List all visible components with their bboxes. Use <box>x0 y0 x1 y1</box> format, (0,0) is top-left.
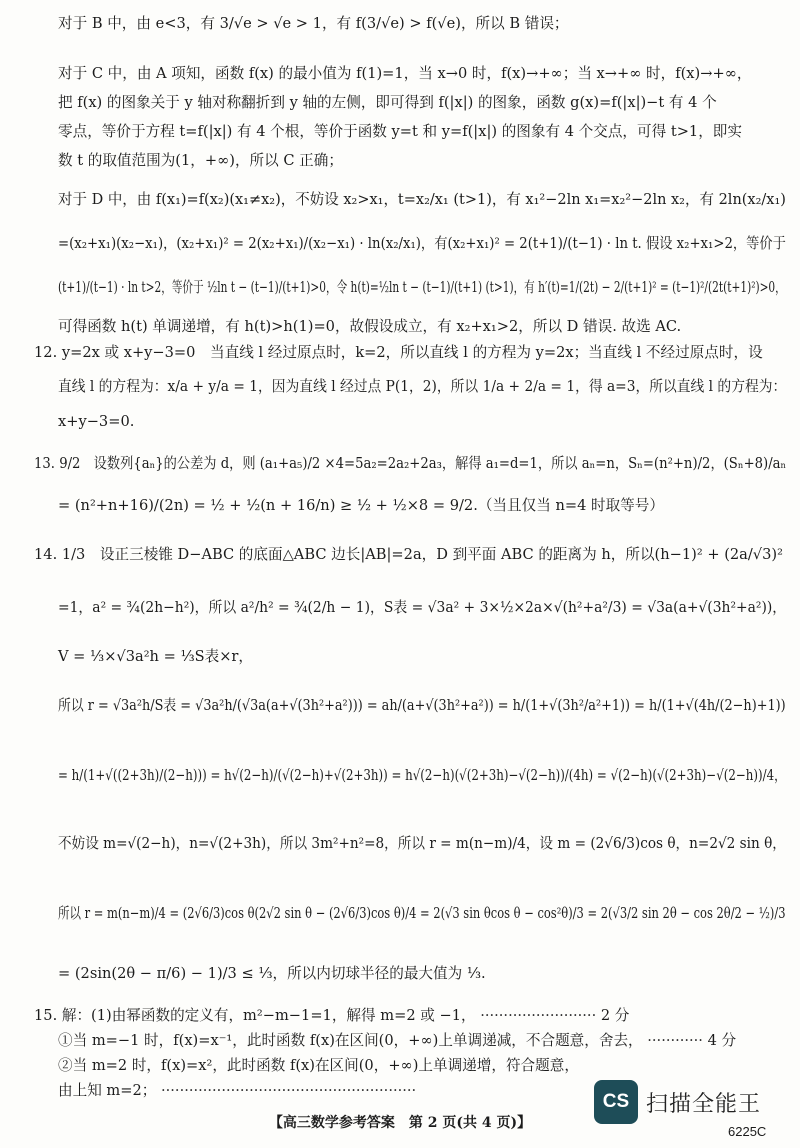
text-line <box>58 93 717 113</box>
line-text: 12. y=2x 或 x+y−3=0 当直线 l 经过原点时，k=2，所以直线 l 的方程为 y=2x；当直线 l 不经过原点时，设 <box>34 344 763 361</box>
text-line <box>58 647 253 667</box>
text-line <box>34 343 763 363</box>
line-text: = h/(1+√((2+3h)/(2−h))) = h√(2−h)/(√(2−h)+√(2+3h)) = h√(2−h)(√(2+3h)−√(2−h))/(4h) = √(2−h)(√(2+3h)−√(2−h))/4， <box>58 767 786 784</box>
text-line <box>58 317 681 337</box>
camscanner-watermark <box>594 1078 784 1126</box>
paper-code: 6225C <box>728 1124 767 1139</box>
line-text: V = ⅓×√3a²h = ⅓S表×r， <box>58 648 253 665</box>
line-text: 15. 解：(1)由幂函数的定义有，m²−m−1=1，解得 m=2 或 −1， <box>34 1007 476 1024</box>
line-text: = (n²+n+16)/(2n) = ½ + ½(n + 16/n) ≥ ½ + ½×8 = 9/2.（当且仅当 n=4 时取等号） <box>58 497 664 514</box>
text-line <box>58 904 786 924</box>
line-text: 直线 l 的方程为：x/a + y/a = 1，因为直线 l 经过点 P(1，2)，所以 1/a + 2/a = 1，得 a=3，所以直线 l 的方程为： <box>58 378 787 395</box>
text-line <box>58 190 786 210</box>
text-line <box>58 834 786 854</box>
line-text: 不妨设 m=√(2−h)，n=√(2+3h)，所以 3m²+n²=8，所以 r = m(n−m)/4，设 m = (2√6/3)cos θ，n=2√2 sin θ， <box>58 835 786 852</box>
text-line <box>58 696 786 716</box>
score-points: 2 分 <box>600 1007 630 1024</box>
text-line <box>58 377 786 397</box>
text-line <box>58 278 786 298</box>
line-text: 零点，等价于方程 t=f(|x|) 有 4 个根，等价于函数 y=t 和 y=f(|x|) 的图象有 4 个交点，可得 t>1，即实 <box>58 123 742 140</box>
line-text: 14. 1/3 设正三棱锥 D−ABC 的底面△ABC 边长|AB|=2a，D 到平面 ABC 的距离为 h，所以(h−1)² + (2a/√3)² <box>34 546 783 563</box>
line-text: 对于 B 中，由 e<3，有 3/√e > √e > 1，有 f(3/√e) > f(√e)，所以 B 错误； <box>58 15 569 32</box>
text-line <box>58 598 786 618</box>
line-text: 对于 C 中，由 A 项知，函数 f(x) 的最小值为 f(1)=1，当 x→0 时，f(x)→+∞；当 x→+∞ 时，f(x)→+∞， <box>58 65 752 82</box>
line-text: 由上知 m=2； <box>58 1082 157 1099</box>
score-leader-dots: ························· <box>480 1007 597 1024</box>
line-text: 所以 r = √3a²h/S表 = √3a²h/(√3a(a+√(3h²+a²))) = ah/(a+√(3h²+a²)) = h/(1+√(3h²/a²+1)) = h/(1+√(4h/(2−h)+1)) <box>58 697 786 714</box>
text-line <box>58 1031 736 1051</box>
text-line <box>58 151 343 171</box>
text-line <box>58 122 742 142</box>
text-line <box>58 766 786 786</box>
text-line <box>58 14 569 34</box>
text-line <box>58 1081 416 1101</box>
line-text: =(x₂+x₁)(x₂−x₁)，(x₂+x₁)² = 2(x₂+x₁)/(x₂−x₁) · ln(x₂/x₁)，有(x₂+x₁)² = 2(t+1)/(t−1) · ln t. 假设 x₂+x₁>2，等价于 <box>58 235 786 252</box>
score-leader-dots: ············ <box>647 1032 703 1049</box>
line-text: = (2sin(2θ − π/6) − 1)/3 ≤ ⅓，所以内切球半径的最大值为 ⅓. <box>58 965 486 982</box>
page-footer: 【高三数学参考答案 第 2 页(共 4 页)】 <box>268 1115 532 1131</box>
line-text: ①当 m=−1 时，f(x)=x⁻¹，此时函数 f(x)在区间(0，+∞)上单调递减，不合题意，舍去， <box>58 1032 643 1049</box>
cs-logo-icon: CS <box>594 1080 638 1124</box>
text-line <box>34 1006 629 1026</box>
score-points: 4 分 <box>707 1032 737 1049</box>
text-line <box>58 234 786 254</box>
line-text: 所以 r = m(n−m)/4 = (2√6/3)cos θ(2√2 sin θ − (2√6/3)cos θ)/4 = 2(√3 sin θcos θ − cos²θ)/3 = 2(√3/2 sin 2θ − cos 2θ/2 − ½)/3 <box>58 905 786 922</box>
text-line <box>58 412 134 432</box>
line-text: 数 t 的取值范围为(1，+∞)，所以 C 正确； <box>58 152 343 169</box>
text-line <box>58 64 751 84</box>
line-text: x+y−3=0. <box>58 413 135 430</box>
watermark-text: 扫描全能王 <box>646 1091 762 1117</box>
text-line <box>58 496 664 516</box>
line-text: 13. 9/2 设数列{aₙ}的公差为 d，则 (a₁+a₅)/2 ×4=5a₂=2a₂+2a₃，解得 a₁=d=1，所以 aₙ=n，Sₙ=(n²+n)/2，(Sₙ+8)/aₙ <box>34 455 787 472</box>
text-line <box>58 964 486 984</box>
line-text: =1，a² = ¾(2h−h²)，所以 a²/h² = ¾(2/h − 1)，S表 = √3a² + 3×½×2a×√(h²+a²/3) = √3a(a+√(3h²+a²))， <box>58 599 787 616</box>
score-leader-dots: ······················································· <box>161 1082 417 1099</box>
text-line <box>34 454 786 474</box>
line-text: 对于 D 中，由 f(x₁)=f(x₂)(x₁≠x₂)，不妨设 x₂>x₁，t=x₂/x₁ (t>1)，有 x₁²−2ln x₁=x₂²−2ln x₂，有 2ln(x₂/x₁) <box>58 191 786 208</box>
line-text: (t+1)/(t−1) · ln t>2，等价于 ½ln t − (t−1)/(t+1)>0，令 h(t)=½ln t − (t−1)/(t+1) (t>1)，有 h′(t)=1/(2t) − 2/(t+1)² = (t−1)²/(2t(t+1)²)>0， <box>58 279 786 296</box>
line-text: ②当 m=2 时，f(x)=x²，此时函数 f(x)在区间(0，+∞)上单调递增，符合题意， <box>58 1057 579 1074</box>
text-line <box>58 1056 579 1076</box>
line-text: 把 f(x) 的图象关于 y 轴对称翻折到 y 轴的左侧，即可得到 f(|x|) 的图象，函数 g(x)=f(|x|)−t 有 4 个 <box>58 94 717 111</box>
line-text: 可得函数 h(t) 单调递增，有 h(t)>h(1)=0，故假设成立，有 x₂+x₁>2，所以 D 错误. 故选 AC. <box>58 318 682 335</box>
text-line <box>34 545 783 565</box>
